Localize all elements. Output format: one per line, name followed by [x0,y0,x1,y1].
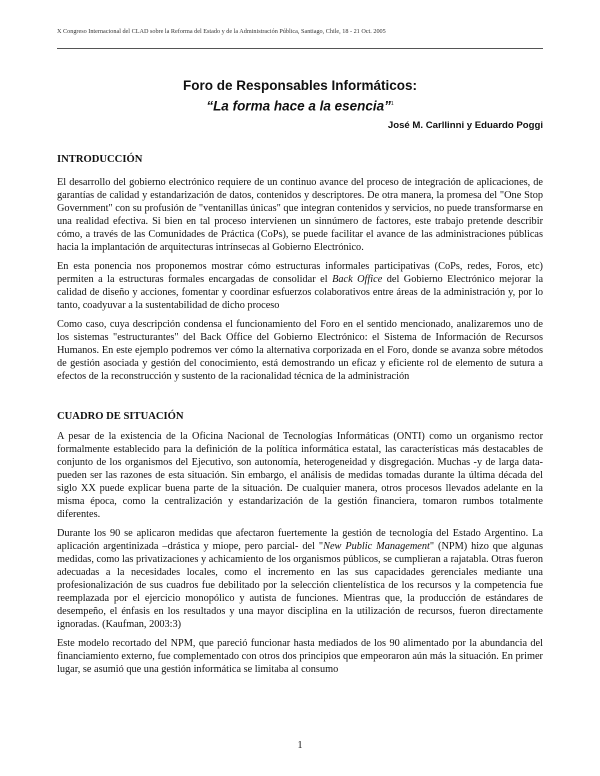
intro-p2-text-b: del Gobierno Electrónico mejorar la calidad de diseño y acciones, fomentar y coordinar esfuerzos colaborativos entre áreas de la administración y, por lo tanto, coadyuvar a la sustentabilidad de dicho proceso [57,274,544,311]
intro-p2-text-a: En esta ponencia nos proponemos mostrar cómo estructuras informales participativas (CoPs, redes, Foros, etc) permiten a la estructuras formales encargadas de consolidar el [57,261,543,285]
situacion-paragraph-1: A pesar de la existencia de la Oficina Nacional de Tecnologías Informáticas (ONTI) como un organismo rector formalmente establecido para la definición de la política informática estatal, las características más destacables de conjunto de los organismos del Ejecutivo, son autonomía, heterogeneidad y disgregación. Muchas -y de larga data- pueden ser las razones de esta situación. Sin embargo, el análisis de medidas tomadas durante la última década del siglo XX puede explicar buena parte de la situación. De cualquier manera, otros procesos llevados adelante en la misma época, como la centralización y estandarización de la gestión financiera, tomaron rumbos totalmente diferentes. [57,431,543,520]
intro-p2-emphasis: Back Office [332,274,383,285]
title-block [57,77,543,117]
intro-paragraph-1: El desarrollo del gobierno electrónico requiere de un continuo avance del proceso de integración de aplicaciones, de garantías de calidad y estandarización de datos, contenidos y descriptores. De otra manera, la promesa del "One Stop Government" con su profusión de "ventanillas únicas" que integran contenidos y servicios, no puede transformarse en una realidad efectiva. Si bien en tal proceso intervienen un sinnúmero de factores, este trabajo pretende describir cómo, a través de las Comunidades de Práctica (CoPs), se puede facilitar el avance de las administraciones públicas hacia la implantación de arquitecturas intrínsecas al Gobierno Electrónico. [57,177,543,253]
situacion-p2-text-b: " (NPM) hizo que algunas medidas, como las privatizaciones y achicamiento de los organismos públicos, se cumplieran a rajatabla. Otras fueron adecuadas a la necesidades locales, como el incremento en las sus capacidades gerenciales mediante una profesionalización de sus cuadros fue debilitado por la selección clientelística de los recursos y la competencia fue reemplazada por el ejercicio monopólico y autista de funciones. Mientras que, la producción de estándares de desempeño, el énfasis en los resultados y una mayor disciplina en la utilización de recursos, fueron directamente ignoradas. (Kaufman, 2003:3) [57,541,543,630]
intro-paragraph-3: Como caso, cuya descripción condensa el funcionamiento del Foro en el sentido mencionado, analizaremos uno de los sistemas "estructurantes" del Back Office del Gobierno Electrónico: el Sistema de Información de Recursos Humanos. En este ejemplo podremos ver cómo la alternativa corporizada en el Foro, donde se avanza sobre métodos de gestión asociada y gestión del conocimiento, está demostrando un eficaz y eficiente rol de elemento de sutura a efectos de la reconstrucción y sustento de la racionalidad técnica de la administración [57,319,543,382]
situacion-p2-emphasis: New Public Management [323,541,430,552]
running-header: X Congreso Internacional del CLAD sobre la Reforma del Estado y de la Administración Pública, Santiago, Chile, 18 - 21 Oct. 2005 [57,28,386,35]
section-heading-cuadro-de-situacion: CUADRO DE SITUACIÓN [57,411,184,422]
header-rule [57,48,543,49]
situacion-p2-text-a: Durante los 90 se aplicaron medidas que afectaron fuertemente la gestión de tecnología del Estado Argentino. La aplicación argentinizada –drástica y miope, pero parcial- del " [57,528,543,552]
page-number: 1 [297,740,303,751]
situacion-paragraph-3: Este modelo recortado del NPM, que pareció funcionar hasta mediados de los 90 alimentado por la abundancia del financiamiento externo, fue complementado con otros dos principios que empeoraron aún más la situación. En primer lugar, se asumió que una gestión informática se limitaba al consumo [57,638,543,675]
body-text [57,153,543,676]
paper-subtitle [57,94,543,117]
situacion-paragraph-2 [57,527,543,631]
section-heading-introduccion: INTRODUCCIÓN [57,154,143,165]
paper-title: Foro de Responsables Informáticos: [182,78,418,93]
subtitle-text: “La forma hace a la esencia” [206,98,391,114]
footnote-mark: 1 [390,101,394,107]
intro-paragraph-2 [57,260,543,312]
authors: José M. Carllinni y Eduardo Poggi [387,120,543,131]
